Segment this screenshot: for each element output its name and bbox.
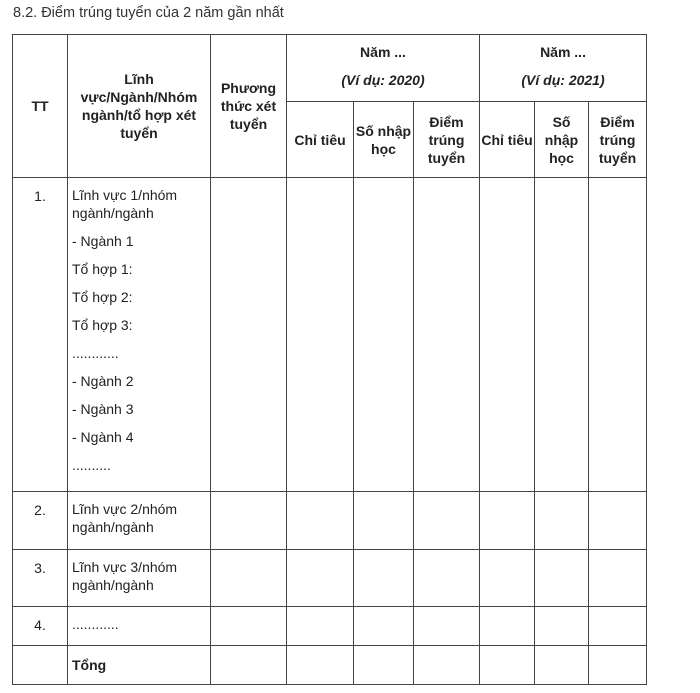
row-line: .......... (72, 457, 111, 473)
row-field: Lĩnh vực 3/nhóm ngành/ngành (68, 550, 211, 607)
table-row (13, 492, 647, 550)
row-number: 1. (13, 178, 68, 492)
header-score-2: Điểm trúng tuyển (589, 102, 647, 178)
header-field: Lĩnh vực/Ngành/Nhóm ngành/tổ hợp xét tuyển (68, 35, 211, 178)
row-line: Lĩnh vực 1/nhóm ngành/ngành (72, 187, 178, 221)
header-enrolled-2: Số nhập học (535, 102, 589, 178)
section-caption: 8.2. Điểm trúng tuyển của 2 năm gần nhất (13, 5, 284, 21)
row-line: - Ngành 1 (72, 233, 134, 249)
header-year-1 (287, 35, 480, 102)
table-row (13, 178, 647, 492)
row-line: - Ngành 4 (72, 429, 134, 445)
header-quota-1: Chỉ tiêu (287, 102, 354, 178)
header-score-1: Điểm trúng tuyển (414, 102, 480, 178)
table-row (13, 550, 647, 607)
row-number: 3. (13, 550, 68, 607)
row-field: Lĩnh vực 2/nhóm ngành/ngành (68, 492, 211, 550)
row-field (68, 178, 211, 492)
year-1-example: (Ví dụ: 2020) (341, 72, 425, 88)
year-2-example: (Ví dụ: 2021) (521, 72, 605, 88)
row-line: Tổ hợp 1: (72, 261, 133, 277)
header-method: Phương thức xét tuyển (211, 35, 287, 178)
year-1-label: Năm ... (360, 44, 406, 60)
admission-score-table (12, 34, 647, 685)
table-row (13, 607, 647, 646)
row-line: - Ngành 2 (72, 373, 134, 389)
header-tt: TT (13, 35, 68, 178)
header-enrolled-1: Số nhập học (354, 102, 414, 178)
row-number: 2. (13, 492, 68, 550)
header-quota-2: Chỉ tiêu (480, 102, 535, 178)
row-line: ............ (72, 345, 119, 361)
row-line: Tổ hợp 3: (72, 317, 133, 333)
total-label: Tổng (68, 646, 211, 685)
row-field: ............ (68, 607, 211, 646)
row-number: 4. (13, 607, 68, 646)
row-line: - Ngành 3 (72, 401, 134, 417)
header-year-2 (480, 35, 647, 102)
row-line: Tổ hợp 2: (72, 289, 133, 305)
total-row (13, 646, 647, 685)
year-2-label: Năm ... (540, 44, 586, 60)
